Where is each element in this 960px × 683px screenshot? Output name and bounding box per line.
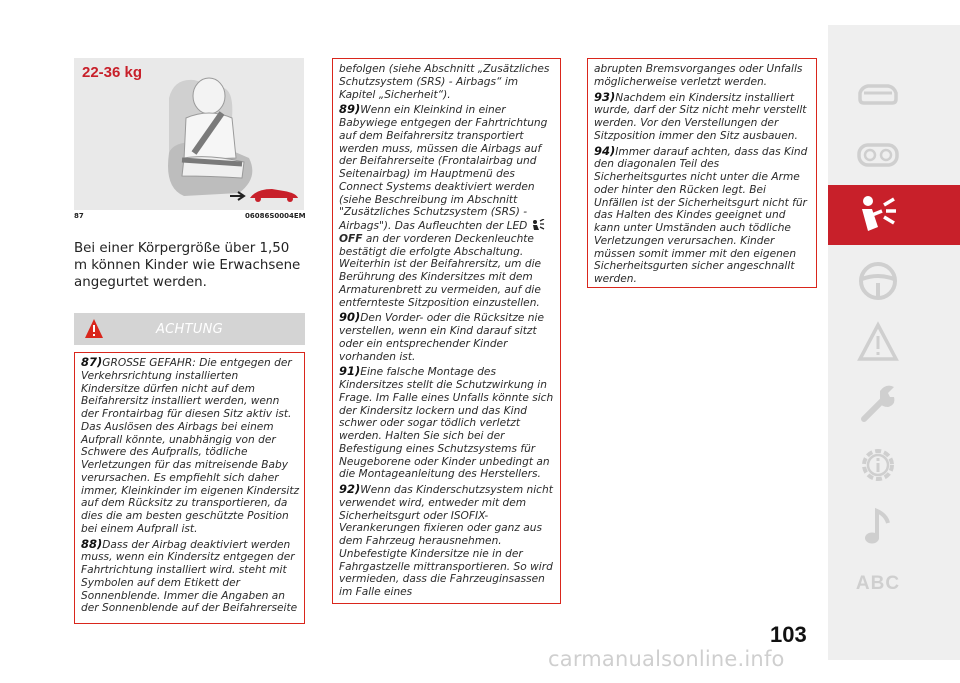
sidebar-item-safety[interactable] xyxy=(828,185,960,245)
warning-triangle-icon xyxy=(856,321,900,365)
warning-header xyxy=(74,313,305,345)
sidebar-item-maintenance[interactable] xyxy=(828,375,960,431)
watermark: carmanualsonline.info xyxy=(548,647,785,671)
warning-item-90: 90)Den Vorder- oder die Rücksitze nie verstellen, wenn ein Kind darauf sitzt oder ein entsprechender Kinder vorhanden ist. xyxy=(339,310,544,363)
warning-box-3 xyxy=(587,58,817,288)
figure-number: 87 xyxy=(74,212,84,220)
gear-info-icon xyxy=(856,443,900,487)
wrench-icon xyxy=(856,381,900,425)
dashboard-icon xyxy=(856,133,900,177)
continued-text: abrupten Bremsvorganges oder Unfalls möglicherweise verletzt werden. xyxy=(594,63,803,88)
continued-text: befolgen (siehe Abschnitt „Zusätzliches Schutzsystem (SRS) - Airbags“ im Kapitel „Sicherheit“). xyxy=(339,63,550,101)
warning-item-89: 89)Wenn ein Kleinkind in einer Babywiege entgegen der Fahrtrichtung auf dem Beifahrersitz transportiert werden muss, müssen die Airbags auf der Beifahrerseite (Frontalairbag und Seitenairbag) im Hauptmenü des Connect Systems deaktiviert werden (siehe Beschreibung im Abschnitt "Zusätzliches Schutzsystem (SRS) - Airbags"). Das Aufleuchten der LED OFF an der vorderen Deckenleuchte bestätigt die erfolgte Abschaltung. Weiterhin ist der Beifahrersitz, um die Berührung des Kindersitzes mit dem Armaturenbrett zu vermeiden, auf die entfernteste Sitzposition einzustellen. xyxy=(339,102,548,309)
child-seat-figure xyxy=(74,58,304,210)
warning-title: ACHTUNG xyxy=(155,322,224,337)
warning-item-93: 93)Nachdem ein Kindersitz installiert wurde, darf der Sitz nicht mehr verstellt werden. Vor den Verstellungen der Sitzposition immer den Sitz ausbauen. xyxy=(594,89,807,142)
sidebar-item-driving[interactable] xyxy=(828,253,960,309)
steering-wheel-icon xyxy=(856,259,900,303)
sidebar-item-emergency[interactable] xyxy=(828,315,960,371)
warning-item-91: 91)Eine falsche Montage des Kindersitzes stellt die Schutzwirkung in Frage. Im Falle eines Unfalls könnte sich der Kindersitz lockern und das Kind schwer oder sogar tödlich verletzt werden. Halten Sie sich bei der Befestigung eines Schutzsystems für Neugeborene oder Kinder unbedingt an die Montageanleitung des Herstellers. xyxy=(339,364,554,481)
sidebar-item-multimedia[interactable] xyxy=(828,499,960,555)
figure-code: 06086S0004EM xyxy=(245,212,306,220)
warning-item-92: 92)Wenn das Kinderschutzsystem nicht verwendet wird, entweder mit dem Sicherheitsgurt oder ISOFIX-Verankerungen fixieren oder ganz aus dem Fahrzeug herausnehmen. Unbefestigte Kindersitze nie in der Fahrgastzelle mittransportieren. So wird vermieden, dass die Fahrzeuginsassen im Falle eines xyxy=(339,482,553,598)
page-number: 103 xyxy=(770,622,807,647)
sidebar-item-technical-data[interactable] xyxy=(828,437,960,493)
sidebar-item-vehicle[interactable] xyxy=(828,67,960,123)
music-note-icon xyxy=(856,505,900,549)
sidebar-item-index[interactable]: ABC xyxy=(855,573,901,594)
chapter-sidebar xyxy=(828,25,960,660)
warning-item-87: 87)GROSSE GEFAHR: Die entgegen der Verkehrsrichtung installierten Kindersitze dürfen nicht auf dem Beifahrersitz installiert werden, wenn der Frontairbag für diesen Sitz aktiv ist. Das Auslösen des Airbags bei einem Aufprall könnte, unabhängig von der Schwere des Aufpralls, tödliche Verletzungen für das mitreisende Baby verursachen. Es empfiehlt sich daher immer, Kleinkinder im eigenen Kindersitz auf dem Rücksitz zu transportieren, da dies die am besten geschützte Position bei einem Aufprall ist. xyxy=(81,355,300,535)
warning-item-94: 94)Immer darauf achten, dass das Kind den diagonalen Teil des Sicherheitsgurtes nicht unter die Arme oder hinter den Rücken legt. Bei Unfällen ist der Sicherheitsgurt nicht für das Halten des Kindes geeignet und kann unter Umständen auch tödliche Verletzungen verursachen. Kinder müssen somit immer mit den eigenen Sicherheitsgurten sicher angeschnallt werden. xyxy=(594,143,808,285)
airbag-off-icon xyxy=(531,219,545,232)
intro-paragraph: Bei einer Körpergröße über 1,50 m können Kinder wie Erwachsene angegurtet werden. xyxy=(74,241,301,290)
airbag-icon xyxy=(856,191,900,239)
car-icon xyxy=(856,73,900,117)
warning-box-1 xyxy=(74,352,305,624)
off-label: OFF xyxy=(339,232,363,245)
warning-item-88: 88)Dass der Airbag deaktiviert werden muss, wenn ein Kindersitz entgegen der Fahrtrichtung installiert wird. steht mit Symbolen auf dem Etikett der Sonnenblende. Immer die Angaben an der Sonnenblende auf der Beifahrerseite xyxy=(81,536,298,615)
warning-box-2 xyxy=(332,58,561,604)
sidebar-item-dashboard[interactable] xyxy=(828,127,960,183)
weight-label: 22-36 kg xyxy=(82,64,143,81)
